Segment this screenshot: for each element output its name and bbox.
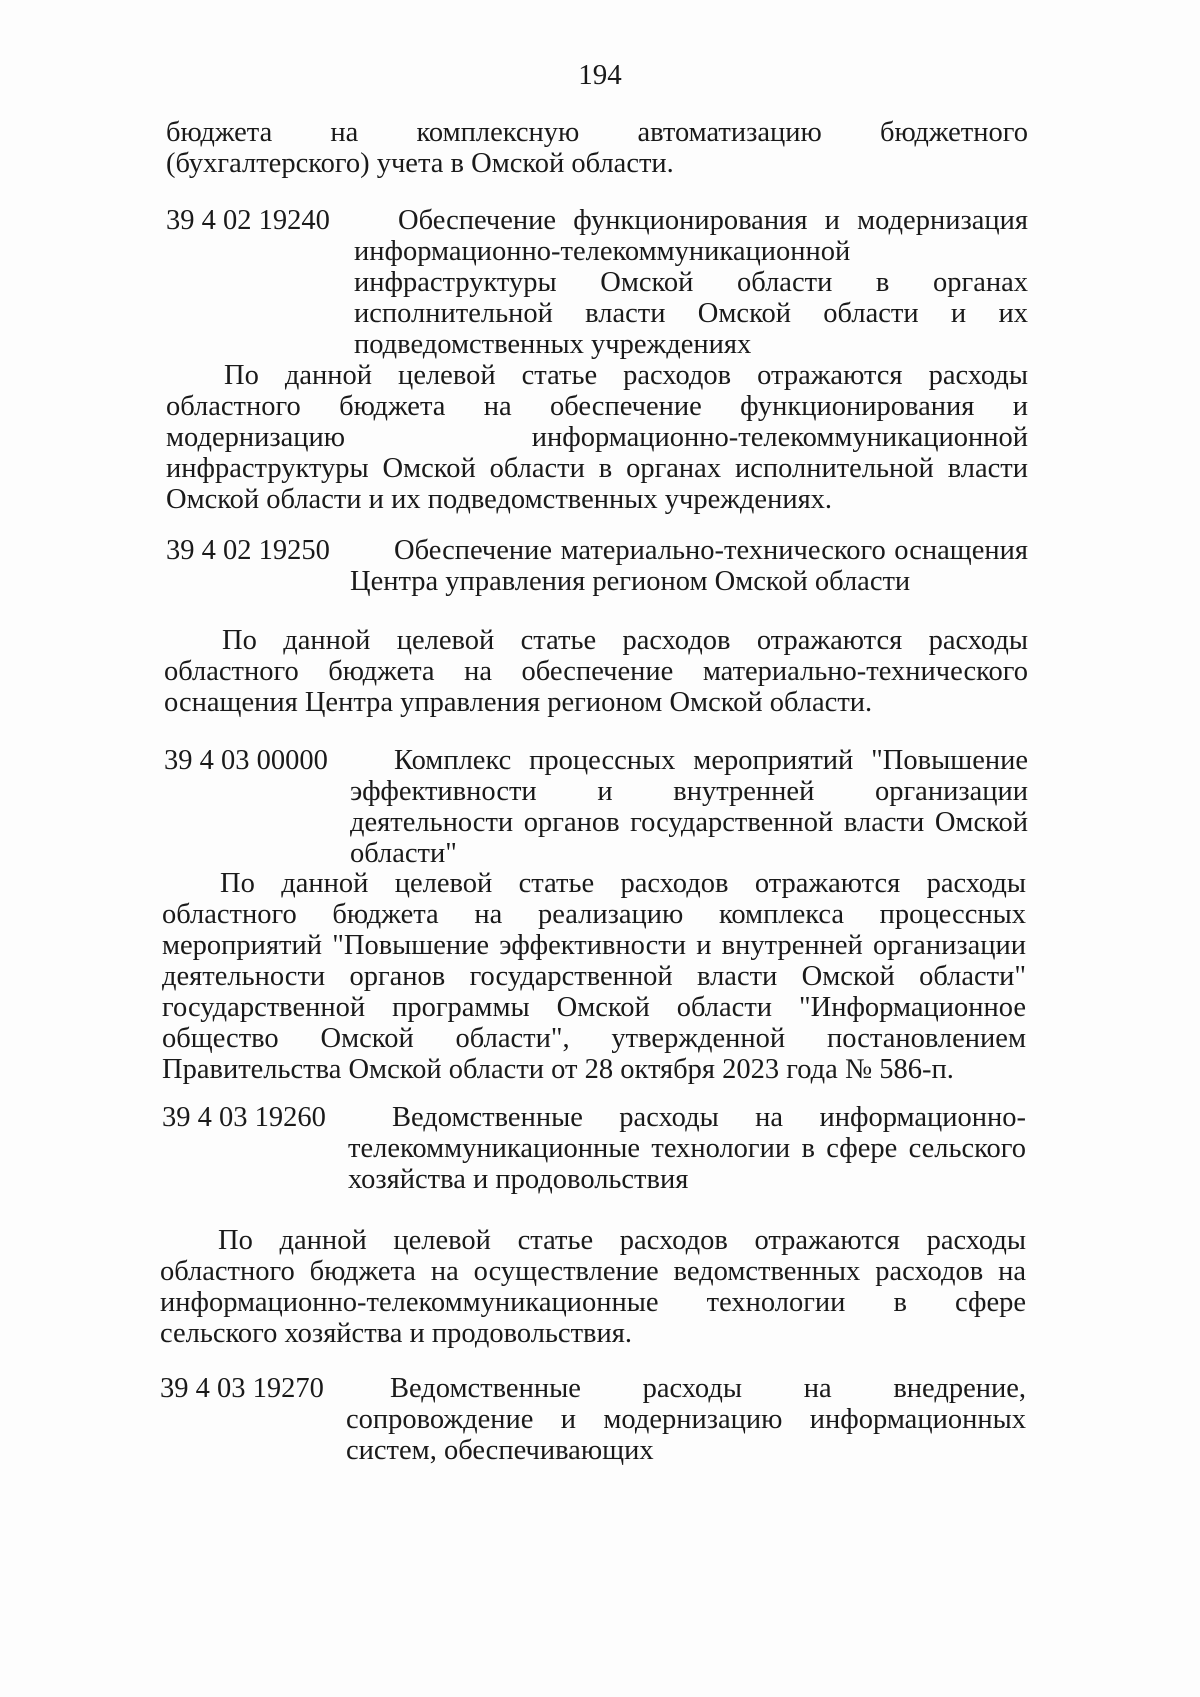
entry-39-4-02-19250: [166, 535, 1028, 599]
budget-code: 39 4 02 19240: [166, 205, 330, 236]
intro-text: бюджета на комплексную автоматизацию бюджетного (бухгалтерского) учета в Омской области.: [166, 117, 1028, 179]
entry-39-4-03-00000: [164, 745, 1028, 869]
description-text: По данной целевой статье расходов отражаются расходы областного бюджета на осуществление ведомственных расходов на информационно-телекоммуникационные технологии в сфере сельского хозяйства и продовольствия.: [160, 1225, 1026, 1349]
description-text: По данной целевой статье расходов отражаются расходы областного бюджета на реализацию комплекса процессных мероприятий "Повышение эффективности и внутренней организации деятельности органов государственной власти Омской области" государственной программы Омской области "Информационное общество Омской области", утвержденной постановлением Правительства Омской области от 28 октября 2023 года № 586-п.: [162, 868, 1026, 1085]
entry-description: [162, 868, 1026, 1085]
page-number: 194: [578, 59, 622, 91]
entry-39-4-03-19260: [162, 1102, 1026, 1198]
entry-title: Комплекс процессных мероприятий "Повышение эффективности и внутренней организации деятельности органов государственной власти Омской области": [350, 745, 1028, 869]
budget-code: 39 4 03 19270: [160, 1373, 324, 1404]
budget-code: 39 4 03 19260: [162, 1102, 326, 1133]
entry-title: Ведомственные расходы на внедрение, сопровождение и модернизацию информационных систем, обеспечивающих: [346, 1373, 1026, 1466]
intro-paragraph: [166, 117, 1028, 179]
entry-title: Обеспечение функционирования и модернизация информационно-телекоммуникационной инфраструктуры Омской области в органах исполнительной власти Омской области и их подведомственных учреждениях: [354, 205, 1028, 360]
entry-description: [164, 625, 1028, 718]
entry-39-4-03-19270: [160, 1373, 1026, 1466]
entry-title: Обеспечение материально-технического оснащения Центра управления регионом Омской области: [350, 535, 1028, 597]
budget-code: 39 4 03 00000: [164, 745, 328, 776]
entry-description: [160, 1225, 1026, 1349]
entry-title: Ведомственные расходы на информационно-телекоммуникационные технологии в сфере сельского хозяйства и продовольствия: [348, 1102, 1026, 1195]
budget-code: 39 4 02 19250: [166, 535, 330, 566]
entry-description: [166, 360, 1028, 515]
description-text: По данной целевой статье расходов отражаются расходы областного бюджета на обеспечение материально-технического оснащения Центра управления регионом Омской области.: [164, 625, 1028, 718]
description-text: По данной целевой статье расходов отражаются расходы областного бюджета на обеспечение функционирования и модернизацию информационно-телекоммуникационной инфраструктуры Омской области в органах исполнительной власти Омской области и их подведомственных учреждениях.: [166, 360, 1028, 515]
entry-39-4-02-19240: [166, 205, 1028, 360]
